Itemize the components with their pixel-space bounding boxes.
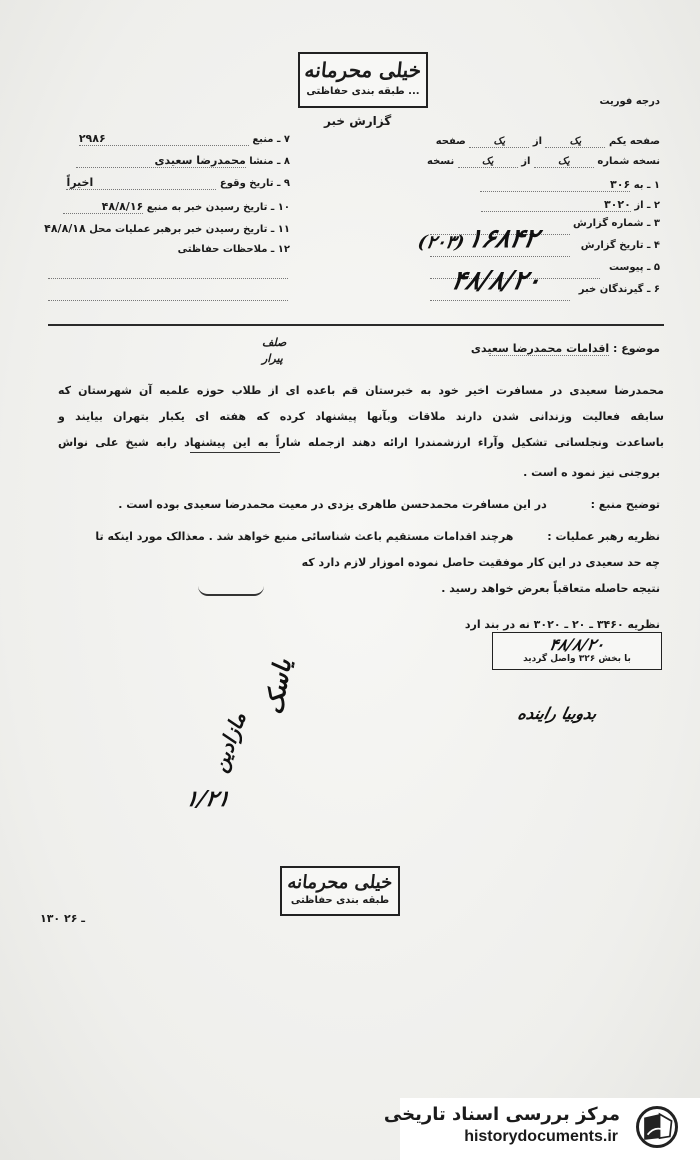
- field-value: ۲۹۸۶: [79, 132, 249, 146]
- body-line-2: سابقه فعالیت وزندانی شدن دارند ملاقات وبآنها پیشنهاد کرده که هفته ای یکبار بتهران بیایند و: [58, 410, 664, 423]
- field-page: [436, 136, 660, 148]
- field-label: ۷ ـ منبع: [252, 134, 290, 145]
- field-from: [481, 198, 660, 212]
- field-end: نسخه: [427, 156, 455, 167]
- field-mid: از: [521, 156, 531, 167]
- explanation-text: در این مسافرت محمدحسن طاهری یزدی در معیت محمدرضا سعیدی بوده است .: [118, 498, 547, 511]
- received-stamp: [492, 632, 662, 670]
- field-line-6: [430, 300, 570, 301]
- field-label: ۸ ـ منشا: [249, 156, 290, 167]
- handwritten-report-note: (۲۰۳): [415, 232, 467, 253]
- side-note-1: صلف: [262, 336, 287, 349]
- field-origin: [76, 154, 290, 168]
- archive-logo-icon: [636, 1106, 678, 1148]
- field-value: محمدرضا سعیدی: [76, 154, 246, 168]
- field-value: ۴۸/۸/۱۶: [63, 200, 143, 214]
- left-note-2: مازادین: [207, 708, 251, 776]
- notes-line-2: [48, 300, 288, 301]
- evaluation-text-1: هرچند اقدامات مستقیم باعث شناسائی منبع خواهد شد . معذالک مورد اینکه تا: [95, 530, 514, 543]
- field-label: ۱۰ ـ تاریخ رسیدن خبر به منبع: [146, 202, 290, 213]
- stamp-bottom-text: خیلی محرمانه: [286, 872, 394, 893]
- field-occurrence-date: [66, 176, 290, 190]
- field-leader-receipt: [6, 222, 290, 235]
- handwritten-report-date: ۴۸/۸/۲۰: [448, 266, 545, 296]
- field-label: نسخه شماره: [597, 156, 660, 167]
- handwritten-report-number: ۱۶۸۴۲: [464, 224, 542, 254]
- left-note-1: یاسک: [258, 656, 297, 717]
- squiggle-mark: [198, 586, 264, 596]
- report-title: گزارش خبر: [324, 114, 392, 128]
- field-value: ۴۸/۸/۱۸: [44, 222, 86, 235]
- field-source-receipt: [63, 200, 290, 214]
- field-value-2: یک: [469, 136, 529, 148]
- watermark-url: historydocuments.ir: [464, 1128, 618, 1145]
- field-to: [480, 178, 660, 192]
- left-note-3: ۱/۲۱: [183, 786, 233, 812]
- body-line-4: بروجنی نیز نمود ه است .: [523, 466, 660, 479]
- evaluation-label: نظریه رهبر عملیات :: [547, 530, 660, 543]
- field-report-date: ۴ ـ تاریخ گزارش: [580, 240, 660, 251]
- field-label: ۱۱ ـ تاریخ رسیدن خبر برهبر عملیات محل: [89, 224, 290, 235]
- watermark-title: مرکز بررسی اسناد تاریخی: [383, 1104, 620, 1125]
- margin-note: بدوبیا راینده: [515, 704, 599, 723]
- field-value: ۳۰۲۰: [481, 198, 631, 212]
- field-value: اخیراً: [66, 176, 216, 190]
- notes-line-1: [48, 278, 288, 279]
- received-stamp-date: ۴۸/۸/۲۰: [547, 635, 607, 654]
- evaluation-line-2: چه حد سعیدی در این کار موفقیت حاصل نموده اموزار لازم دارد که: [301, 556, 660, 569]
- field-label: ۲ ـ از: [634, 200, 660, 211]
- evaluation-line-1: [95, 530, 660, 543]
- field-mid: از: [532, 136, 542, 147]
- stamp-bottom-subtext: طبقه بندی حفاظتی: [290, 895, 390, 906]
- field-recipients: ۶ ـ گیرندگان خبر: [578, 284, 660, 295]
- subject-label: موضوع :: [613, 342, 660, 355]
- stamp-top-subtext: ... طبقه بندی حفاظتی: [306, 86, 420, 97]
- classification-stamp-top: [298, 52, 428, 108]
- section-divider: [48, 324, 664, 326]
- field-value: ۳۰۶: [480, 178, 630, 192]
- field-label: صفحه یکم: [608, 136, 660, 147]
- field-line-4: [430, 256, 570, 257]
- sign-line: نظریه ۳۴۶۰ ـ ۲۰ ـ ۳۰۲۰ نه در بند ارد: [464, 618, 660, 631]
- body-line-1: محمدرضا سعیدی در مسافرت اخیر خود به خبرستان قم باعده ای از طلاب حوزه علمیه آن شهرستان که: [58, 384, 664, 397]
- priority-label: درجه فوریت: [599, 96, 660, 107]
- subject-value: اقدامات محمدرضا سعیدی: [470, 342, 610, 355]
- field-attachment: ۵ ـ پیوست: [608, 262, 660, 273]
- evaluation-line-3: نتیجه حاصله متعاقباً بعرض خواهد رسید .: [441, 582, 660, 595]
- page-code: ۱۳۰ ـ ۲۶: [40, 912, 86, 925]
- underline-mark: [190, 452, 280, 453]
- classification-stamp-bottom: [280, 866, 400, 916]
- field-value: یک: [545, 136, 605, 148]
- field-source: [79, 132, 290, 146]
- body-line-3: باساعدت ونجلساتی تشکیل وآراء ارزشمندرا ارائه دهند ازجمله شاراً به این پیشنهاد رابه شیخ علی نواش: [58, 436, 664, 449]
- field-copy: [427, 156, 660, 168]
- field-end: صفحه: [435, 136, 466, 147]
- stamp-top-text: خیلی محرمانه: [303, 58, 423, 82]
- field-label: ۱ ـ به: [633, 180, 660, 191]
- field-report-number: ۳ ـ شماره گزارش: [573, 218, 660, 229]
- field-value-2: یک: [458, 156, 518, 168]
- side-note-2: پیرار: [262, 352, 283, 365]
- field-value: یک: [534, 156, 594, 168]
- field-label: ۹ ـ تاریخ وقوع: [219, 178, 290, 189]
- field-security-notes: ۱۲ ـ ملاحظات حفاظتی: [177, 244, 290, 255]
- explanation-label: توضیح منبع :: [590, 498, 660, 511]
- subject-line: [470, 342, 660, 356]
- explanation-line: [118, 498, 660, 511]
- received-stamp-text: با بخش ۳۲۶ واصل گردید: [523, 654, 631, 664]
